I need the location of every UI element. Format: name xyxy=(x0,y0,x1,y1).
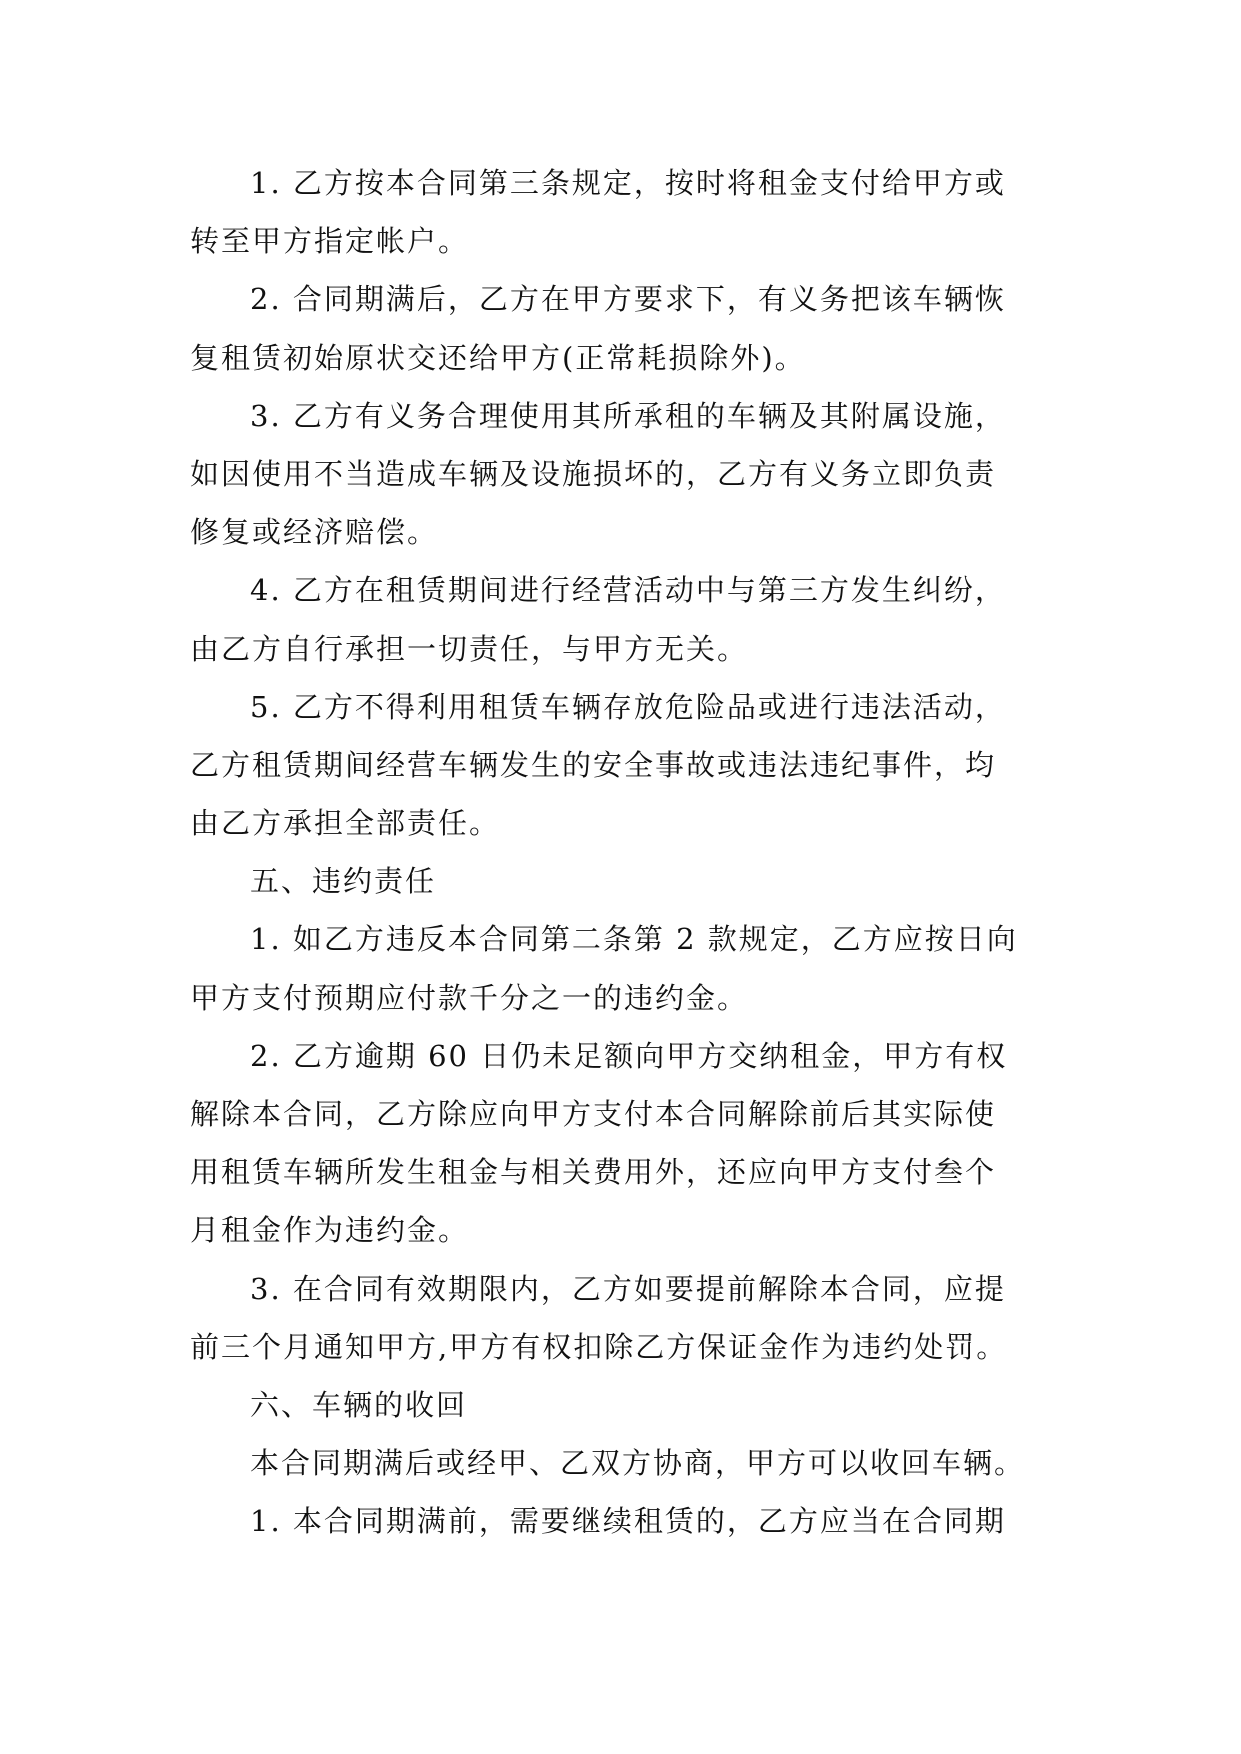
paragraph-line: 乙方租赁期间经营车辆发生的安全事故或违法违纪事件，均 xyxy=(190,747,997,782)
paragraph-line: 2. 合同期满后，乙方在甲方要求下，有义务把该车辆恢 xyxy=(250,282,1006,317)
paragraph-line: 5. 乙方不得利用租赁车辆存放危险品或进行违法活动， xyxy=(250,689,1006,724)
paragraph-line: 3. 在合同有效期限内，乙方如要提前解除本合同，应提 xyxy=(250,1271,1006,1306)
paragraph-line: 修复或经济赔偿。 xyxy=(190,515,439,550)
paragraph-line: 甲方支付预期应付款千分之一的违约金。 xyxy=(190,980,749,1015)
paragraph-line: 如因使用不当造成车辆及设施损坏的，乙方有义务立即负责 xyxy=(190,456,997,491)
paragraph-line: 用租赁车辆所发生租金与相关费用外，还应向甲方支付叁个 xyxy=(190,1155,997,1190)
paragraph-line: 1. 乙方按本合同第三条规定，按时将租金支付给甲方或 xyxy=(250,166,1006,200)
paragraph-line: 解除本合同，乙方除应向甲方支付本合同解除前后其实际使 xyxy=(190,1097,997,1131)
paragraph-line: 本合同期满后或经甲、乙双方协商，甲方可以收回车辆。 xyxy=(250,1446,1026,1481)
paragraph-line: 4. 乙方在租赁期间进行经营活动中与第三方发生纠纷， xyxy=(250,573,1006,608)
paragraph-line: 2. 乙方逾期 60 日仍未足额向甲方交纳租金，甲方有权 xyxy=(250,1038,1008,1073)
paragraph-line: 转至甲方指定帐户。 xyxy=(190,224,470,259)
section-heading: 六、车辆的收回 xyxy=(250,1387,468,1422)
paragraph-line: 1. 本合同期满前，需要继续租赁的，乙方应当在合同期 xyxy=(250,1504,1006,1539)
paragraph-line: 前三个月通知甲方,甲方有权扣除乙方保证金作为违约处罚。 xyxy=(190,1329,1008,1364)
document-body xyxy=(190,154,1070,1551)
paragraph-line: 月租金作为违约金。 xyxy=(190,1213,470,1248)
paragraph-line: 由乙方自行承担一切责任，与甲方无关。 xyxy=(190,631,749,666)
paragraph-line: 3. 乙方有义务合理使用其所承租的车辆及其附属设施， xyxy=(250,398,1006,433)
section-heading: 五、违约责任 xyxy=(250,864,437,899)
paragraph-line: 复租赁初始原状交还给甲方(正常耗损除外)。 xyxy=(190,340,806,375)
paragraph-line: 1. 如乙方违反本合同第二条第 2 款规定，乙方应按日向 xyxy=(250,922,1018,957)
paragraph-line: 由乙方承担全部责任。 xyxy=(190,806,501,841)
